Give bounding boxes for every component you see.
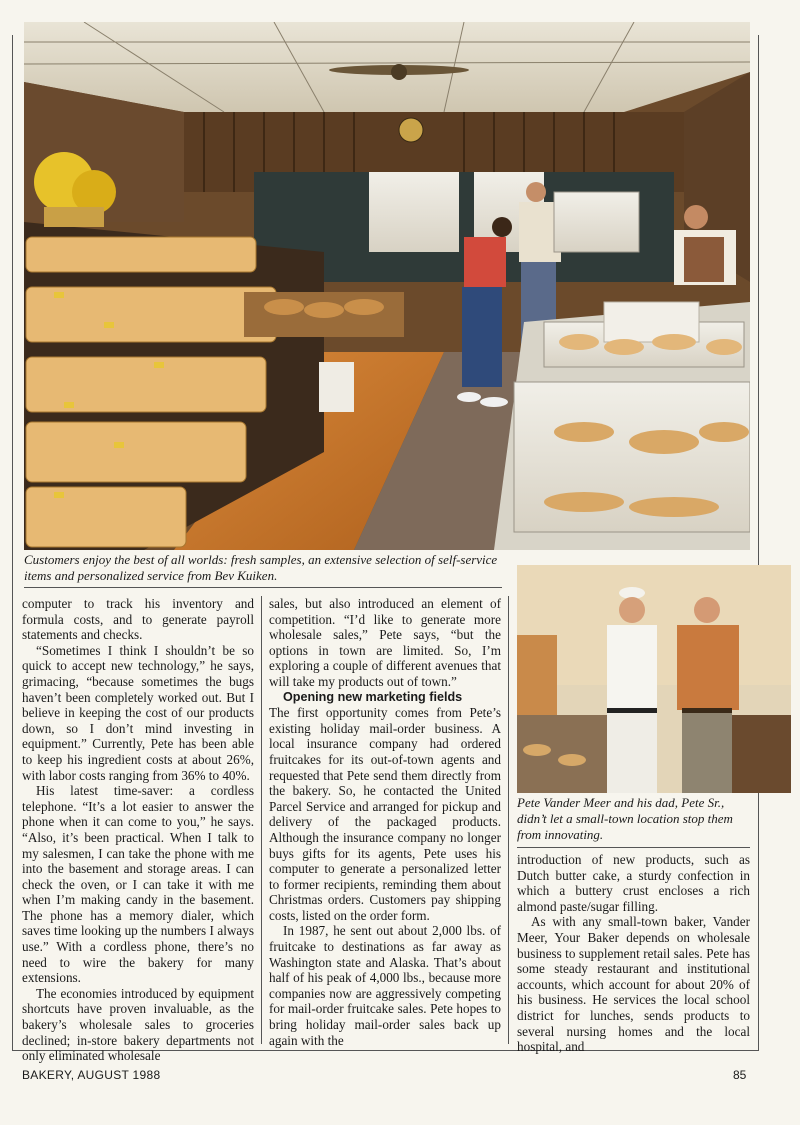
paragraph: In 1987, he sent out about 2,000 lbs. of fruitcake to destinations as far away as Washington state and Alaska. That’s about half of his peak of 4,000 lbs., because more companies now are aggressively competing for mail-order fruitcake sales. Pete hopes to bring holiday mail-order sales back up again with the — [269, 923, 501, 1048]
paragraph: sales, but also introduced an element of competition. “I’d like to generate more wholesale sales,” Pete says, “but the options in town are limited. So, I’m exploring a couple of different avenues that will take my products out of town.” — [269, 596, 501, 689]
publication-footer: BAKERY, AUGUST 1988 — [22, 1068, 161, 1082]
portrait-photo — [517, 565, 791, 793]
article-column-1 — [22, 596, 254, 1064]
paragraph: introduction of new products, such as Dutch butter cake, a sturdy confection in which a buttery crust encloses a rich almond paste/sugar filling. — [517, 852, 750, 914]
column-rule-2 — [508, 596, 509, 1044]
article-column-2 — [269, 596, 501, 1048]
paragraph: The economies introduced by equipment shortcuts have proven invaluable, as the bakery’s wholesale sales to groceries declined; in-store bakery departments not only eliminated wholesale — [22, 985, 254, 1064]
page-number: 85 — [733, 1068, 747, 1082]
paragraph: “Sometimes I think I shouldn’t be so quick to accept new technology,” he says, grimacing, “because sometimes the bugs haven’t been completely worked out. But I believe in keeping the cost of our products down, so I don’t mind investing in equipment.” Currently, Pete has been able to keep his ingredient costs at about 26%, with labor costs ranging from 36% to 40%. — [22, 642, 254, 783]
column-rule-1 — [261, 596, 262, 1044]
article-column-3 — [517, 852, 750, 1055]
paragraph: His latest time-saver: a cordless telephone. “It’s a lot easier to answer the phone when it can come to you,” he says. “Also, it’s been practical. When I talk to my salesmen, I can take the phone with me into the basement and storage areas. I can check the oven, or I can take it with me when I’m making candy in the basement. The phone has a memory dialer, which saves time looking up the numbers I always use.” With a cordless phone, there’s no need to wire the bakery for many extensions. — [22, 783, 254, 986]
portrait-photo-caption: Pete Vander Meer and his dad, Pete Sr., didn’t let a small-town location stop them from innovating. — [517, 795, 750, 848]
paragraph: As with any small-town baker, Vander Meer, Your Baker depends on wholesale business to supplement retail sales. Pete has some steady restaurant and institutional accounts, which account for about 20% of his business. He services the local school district for lunches, sends products to several nursing homes and the local hospital, and — [517, 914, 750, 1055]
bakery-interior-photo — [24, 22, 750, 550]
portrait-illustration — [517, 565, 791, 793]
bakery-interior-illustration — [24, 22, 750, 550]
paragraph: The first opportunity comes from Pete’s existing holiday mail-order business. A local insurance company had ordered fruitcakes for its out-of-town agents and requested that Pete send them directly from the bakery. So, he contacted the United Parcel Service and arranged for pickup and delivery of the packaged products. Although the insurance company no longer buys gifts for its agents, Pete uses his computer to generate a personalized letter to former recipients, reminding them about Christmas orders. Customers pay shipping costs, listed on the order form. — [269, 705, 501, 923]
section-subhead: Opening new marketing fields — [283, 689, 463, 704]
main-photo-caption: Customers enjoy the best of all worlds: fresh samples, an extensive selection of self-service items and personalized service from Bev Kuiken. — [24, 552, 502, 588]
paragraph: computer to track his inventory and formula costs, and to generate payroll statements and checks. — [22, 596, 254, 643]
